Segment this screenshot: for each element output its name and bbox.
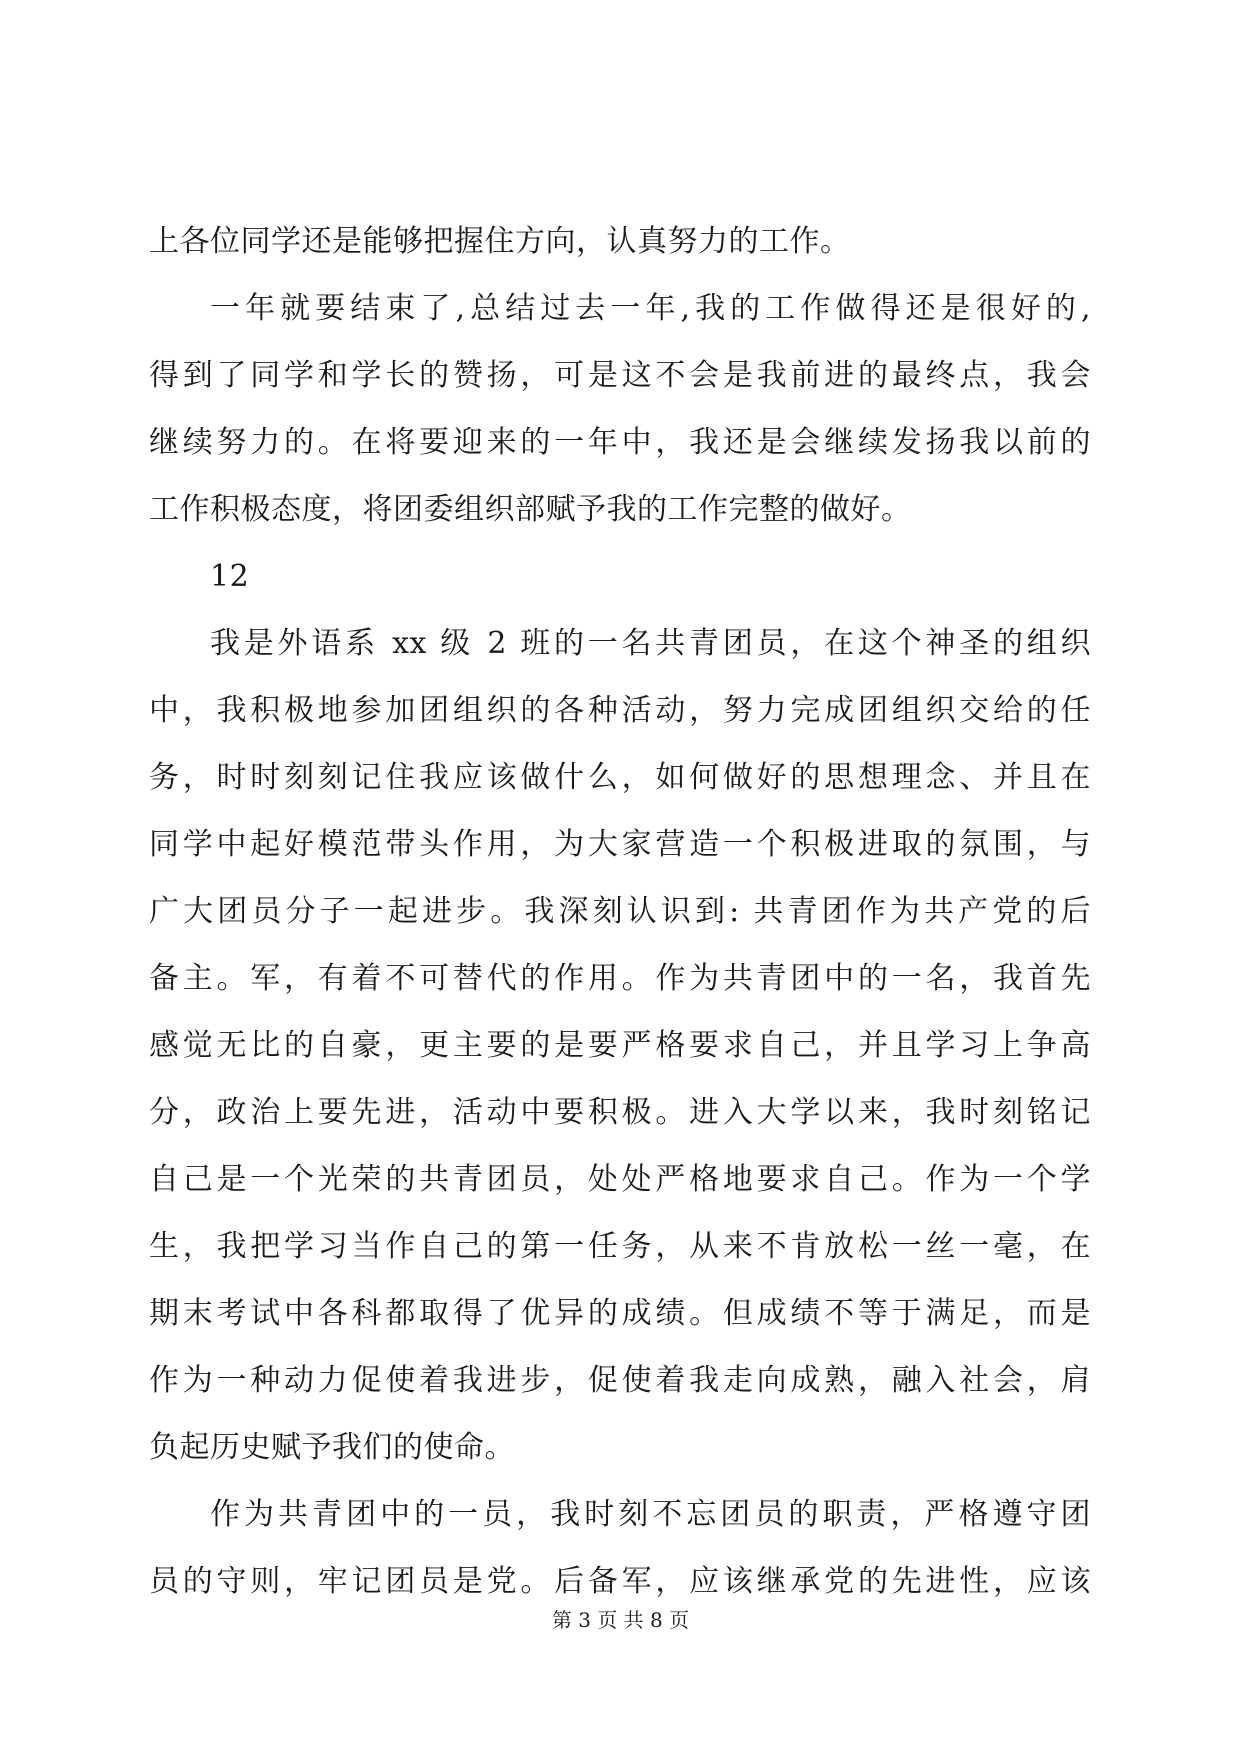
text-line: 一年就要结束了,总结过去一年,我的工作做得还是很好的, <box>210 291 1091 326</box>
section-number: 12 <box>210 559 250 594</box>
page-number-label: 第 3 页 共 8 页 <box>551 1608 690 1632</box>
text-line: 广大团员分子一起进步。我深刻认识到: 共青团作为共产党的后 <box>149 894 1091 929</box>
text-line: 中，我积极地参加团组织的各种活动，努力完成团组织交给的任 <box>149 693 1091 728</box>
document-body <box>149 208 1091 1615</box>
text-line: 备主。军，有着不可替代的作用。作为共青团中的一名，我首先 <box>149 961 1091 996</box>
text-line: 同学中起好模范带头作用，为大家营造一个积极进取的氛围，与 <box>149 827 1091 862</box>
text-line: 自己是一个光荣的共青团员，处处严格地要求自己。作为一个学 <box>149 1162 1091 1197</box>
text-line: 负起历史赋予我们的使命。 <box>149 1430 515 1465</box>
page-footer <box>0 1604 1241 1633</box>
text-line: 务，时时刻刻记住我应该做什么，如何做好的思想理念、并且在 <box>149 760 1091 795</box>
text-line: 我是外语系 xx 级 2 班的一名共青团员，在这个神圣的组织 <box>210 626 1091 661</box>
text-line: 期末考试中各科都取得了优异的成绩。但成绩不等于满足，而是 <box>149 1296 1091 1331</box>
text-line: 感觉无比的自豪，更主要的是要严格要求自己，并且学习上争高 <box>149 1028 1091 1063</box>
text-line: 继续努力的。在将要迎来的一年中，我还是会继续发扬我以前的 <box>149 425 1091 460</box>
text-line: 得到了同学和学长的赞扬，可是这不会是我前进的最终点，我会 <box>149 358 1091 393</box>
text-line: 员的守则，牢记团员是党。后备军，应该继承党的先进性，应该 <box>149 1564 1091 1599</box>
text-line: 上各位同学还是能够把握住方向，认真努力的工作。 <box>149 224 851 259</box>
text-line: 生，我把学习当作自己的第一任务，从来不肯放松一丝一毫，在 <box>149 1229 1091 1264</box>
text-line: 分，政治上要先进，活动中要积极。进入大学以来，我时刻铭记 <box>149 1095 1091 1130</box>
text-line: 作为共青团中的一员，我时刻不忘团员的职责，严格遵守团 <box>210 1497 1091 1532</box>
text-line: 作为一种动力促使着我进步，促使着我走向成熟，融入社会，肩 <box>149 1363 1091 1398</box>
text-line: 工作积极态度，将团委组织部赋予我的工作完整的做好。 <box>149 492 912 527</box>
